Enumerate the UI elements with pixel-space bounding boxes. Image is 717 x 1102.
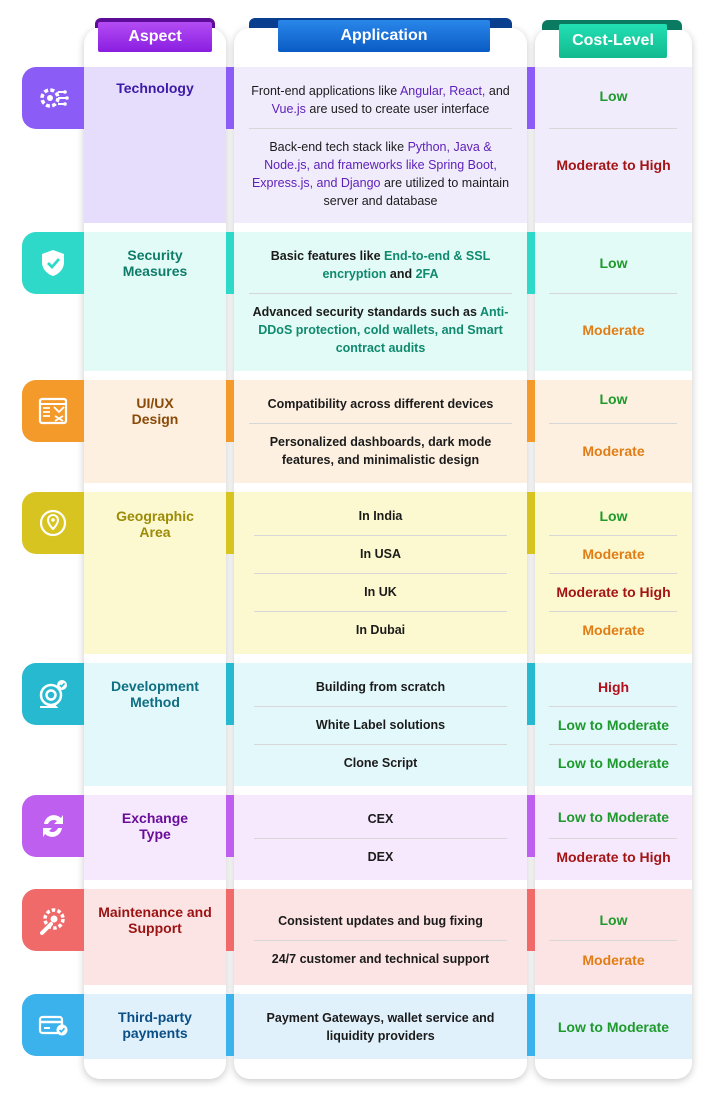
side-tab: [226, 380, 234, 442]
divider: [254, 573, 507, 574]
divider: [549, 706, 677, 707]
divider: [549, 535, 677, 536]
divider: [549, 744, 677, 745]
side-tab: [226, 492, 234, 554]
aspect-label-development: Development Method: [111, 678, 199, 710]
divider: [254, 611, 507, 612]
divider: [549, 293, 677, 294]
side-tab: [527, 232, 535, 294]
cost-level-value: Moderate: [582, 622, 645, 638]
cost-level-value: Moderate: [582, 546, 645, 562]
cost-level-value: Low: [599, 391, 628, 407]
application-item: [249, 138, 512, 210]
cost-level-value: Moderate to High: [556, 584, 671, 600]
highlight-segment: 2FA: [415, 267, 439, 281]
divider: [549, 423, 677, 424]
application-item: In Dubai: [355, 623, 406, 637]
divider: [254, 940, 507, 941]
row-band-security: [535, 232, 692, 371]
highlight-segment: Python, Java & Node.js, and frameworks like Spring Boot, Express.js, and Django: [251, 140, 497, 190]
application-item: Payment Gateways, wallet service and liquidity providers: [266, 1011, 495, 1043]
side-tab: [226, 67, 234, 129]
text-segment: are utilized to maintain server and database: [323, 176, 510, 208]
aspect-label-maintenance: Maintenance and Support: [98, 904, 212, 936]
cost-level-value: Low to Moderate: [557, 717, 670, 733]
application-item: [249, 303, 512, 357]
side-tab: [527, 67, 535, 129]
divider: [549, 573, 677, 574]
wrench-gear-icon: [22, 889, 84, 951]
highlight-segment: Anti-DDoS protection, cold wallets, and Smart contract audits: [258, 305, 509, 355]
cost-level-value: Moderate to High: [556, 157, 671, 173]
text-segment: and: [386, 267, 416, 281]
divider: [254, 706, 507, 707]
text-segment: are used to create user interface: [305, 102, 490, 116]
application-item: In USA: [360, 547, 401, 561]
side-tab: [226, 232, 234, 294]
aspect-label-technology: Technology: [116, 80, 194, 96]
divider: [249, 423, 512, 424]
application-item: Building from scratch: [315, 680, 446, 694]
aspect-label-security: Security Measures: [122, 247, 188, 279]
payment-card-icon: [22, 994, 84, 1056]
cost-level-header: Cost-Level: [559, 24, 667, 58]
aspect-header: Aspect: [98, 22, 212, 52]
aspect-label-payments: Third-party payments: [118, 1009, 192, 1041]
tech-gear-circuit-icon: [22, 67, 84, 129]
divider: [254, 535, 507, 536]
side-tab: [527, 663, 535, 725]
side-tab: [226, 994, 234, 1056]
application-item: DEX: [367, 850, 394, 864]
cost-level-value: High: [597, 679, 630, 695]
text-segment: Advanced security standards such as: [252, 305, 480, 319]
side-tab: [527, 492, 535, 554]
application-item: In India: [358, 509, 403, 523]
design-window-icon: [22, 380, 84, 442]
application-item: White Label solutions: [315, 718, 446, 732]
divider: [549, 838, 677, 839]
divider: [549, 611, 677, 612]
application-item: CEX: [367, 812, 394, 826]
dev-cycle-icon: [22, 663, 84, 725]
application-item: Compatibility across different devices: [267, 397, 494, 411]
application-item: [249, 247, 512, 283]
side-tab: [226, 889, 234, 951]
side-tab: [527, 795, 535, 857]
cost-level-value: Moderate: [582, 443, 645, 459]
cost-level-value: Low: [599, 912, 628, 928]
application-item: Consistent updates and bug fixing: [278, 914, 483, 928]
side-tab: [226, 795, 234, 857]
text-segment: Front-end applications like: [251, 84, 400, 98]
cost-level-value: Low: [599, 88, 628, 104]
side-tab: [527, 994, 535, 1056]
row-band-maintenance: [535, 889, 692, 985]
cost-level-value: Moderate to High: [556, 849, 671, 865]
highlight-segment: Angular, React,: [399, 84, 486, 98]
application-item: [249, 82, 512, 118]
application-item: In UK: [364, 585, 397, 599]
text-segment: Back-end tech stack like: [269, 140, 408, 154]
cost-level-value: Low: [599, 255, 628, 271]
application-item: Clone Script: [343, 756, 418, 770]
side-tab: [527, 380, 535, 442]
cost-level-value: Low to Moderate: [557, 755, 670, 771]
application-item: Personalized dashboards, dark mode features, and minimalistic design: [269, 435, 492, 467]
divider: [254, 744, 507, 745]
cost-level-value: Moderate: [582, 952, 645, 968]
side-tab: [226, 663, 234, 725]
divider: [249, 293, 512, 294]
divider: [254, 838, 507, 839]
text-segment: and: [485, 84, 510, 98]
aspect-label-uiux: UI/UX Design: [131, 395, 179, 427]
shield-check-icon: [22, 232, 84, 294]
exchange-arrows-icon: [22, 795, 84, 857]
highlight-segment: Vue.js: [271, 102, 306, 116]
highlight-segment: End-to-end & SSL encryption: [322, 249, 491, 281]
divider: [549, 940, 677, 941]
cost-level-value: Moderate: [582, 322, 645, 338]
cost-level-value: Low to Moderate: [557, 809, 670, 825]
side-tab: [527, 889, 535, 951]
aspect-label-exchange: Exchange Type: [121, 810, 189, 842]
application-item: 24/7 customer and technical support: [271, 952, 490, 966]
row-band-maintenance: [234, 889, 527, 985]
cost-level-value: Low to Moderate: [557, 1019, 670, 1035]
aspect-label-geographic: Geographic Area: [116, 508, 194, 540]
application-header: Application: [278, 20, 490, 52]
text-segment: Basic features like: [270, 249, 384, 263]
divider: [249, 128, 512, 129]
cost-level-value: Low: [599, 508, 628, 524]
divider: [549, 128, 677, 129]
location-pin-icon: [22, 492, 84, 554]
